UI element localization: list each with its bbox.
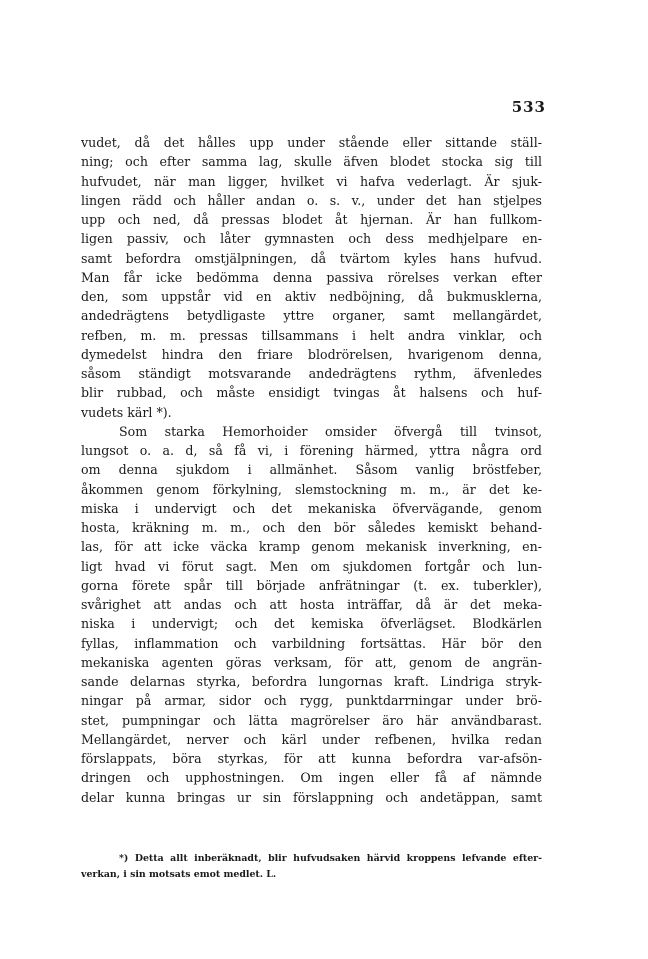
text-line: stet, pumpningar och lätta magrörelser äro här användbarast. [81,712,542,728]
text-line: om denna sjukdom i allmänhet. Såsom vanlig bröstfeber, [81,462,542,478]
text-line: ligen passiv, och låter gymnasten och dess medhjelpare en- [81,231,542,247]
text-line: dymedelst hindra den friare blodrörelsen, hvarigenom denna, [81,346,542,362]
text-line: fyllas, inflammation och varbildning fortsättas. Här bör den [81,635,542,651]
text-line: delar kunna bringas ur sin förslappning och andetäppan, samt [81,789,542,805]
text-line: lungsot o. a. d, så få vi, i förening härmed, yttra några ord [81,443,542,458]
text-line: las, för att icke väcka kramp genom mekanisk inverkning, en- [81,539,542,555]
text-line: såsom ständigt motsvarande andedrägtens rythm, äfvenledes [81,366,542,381]
text-line: upp och ned, då pressas blodet åt hjernan. Är han fullkom- [81,212,542,227]
text-line: Mellangärdet, nerver och kärl under refbenen, hvilka redan [81,731,542,747]
text-line: ning; och efter samma lag, skulle äfven blodet stocka sig till [81,154,542,170]
page-number: 533 [511,98,546,116]
text-line: Man får icke bedömma denna passiva rörelses verkan efter [81,269,542,285]
text-line: svårighet att andas och att hosta inträffar, då är det meka- [81,597,542,612]
text-line: hosta, kräkning m. m., och den bör således kemiskt behand- [81,520,542,535]
text-line: andedrägtens betydligaste yttre organer, samt mellangärdet, [81,308,542,324]
text-line: niska i undervigt; och det kemiska öfverlägset. Blodkärlen [81,616,542,632]
text-line: ningar på armar, sidor och rygg, punktdarrningar under brö- [81,693,542,709]
text-line: sande delarnas styrka, befordra lungornas kraft. Lindriga stryk- [81,674,542,689]
footnote [81,851,542,883]
text-line: mekaniska agenten göras verksam, för att, genom de angrän- [81,654,542,670]
text-line: Som starka Hemorhoider omsider öfvergå till tvinsot, [119,423,542,439]
text-line: ligt hvad vi förut sagt. Men om sjukdomen fortgår och lun- [81,558,542,574]
footnote-line: *) Detta allt inberäknadt, blir hufvudsaken härvid kroppens lefvande efter- [119,853,542,864]
text-line: samt befordra omstjälpningen, då tvärtom kyles hans hufvud. [81,250,542,266]
text-line: den, som uppstår vid en aktiv nedböjning, då bukmusklerna, [81,289,542,304]
body-text [81,133,542,807]
text-line: lingen rädd och håller andan o. s. v., under det han stjelpes [81,192,542,208]
text-line: gorna förete spår till började anfrätningar (t. ex. tuberkler), [81,577,542,593]
text-line: blir rubbad, och måste ensidigt tvingas åt halsens och huf- [81,385,542,401]
text-line: hufvudet, när man ligger, hvilket vi hafva vederlagt. Är sjuk- [81,173,542,189]
text-line: vudet, då det hålles upp under stående eller sittande ställ- [81,135,542,150]
text-line: vudets kärl *). [81,404,172,420]
text-line: refben, m. m. pressas tillsammans i helt andra vinklar, och [81,327,542,343]
footnote-line: verkan, i sin motsats emot medlet. L. [81,869,277,880]
text-line: miska i undervigt och det mekaniska öfvervägande, genom [81,500,542,516]
text-line: förslappats, böra styrkas, för att kunna befordra var-afsön- [81,751,542,766]
text-line: dringen och upphostningen. Om ingen eller få af nämnde [81,770,542,786]
text-line: åkommen genom förkylning, slemstockning m. m., är det ke- [81,481,542,497]
